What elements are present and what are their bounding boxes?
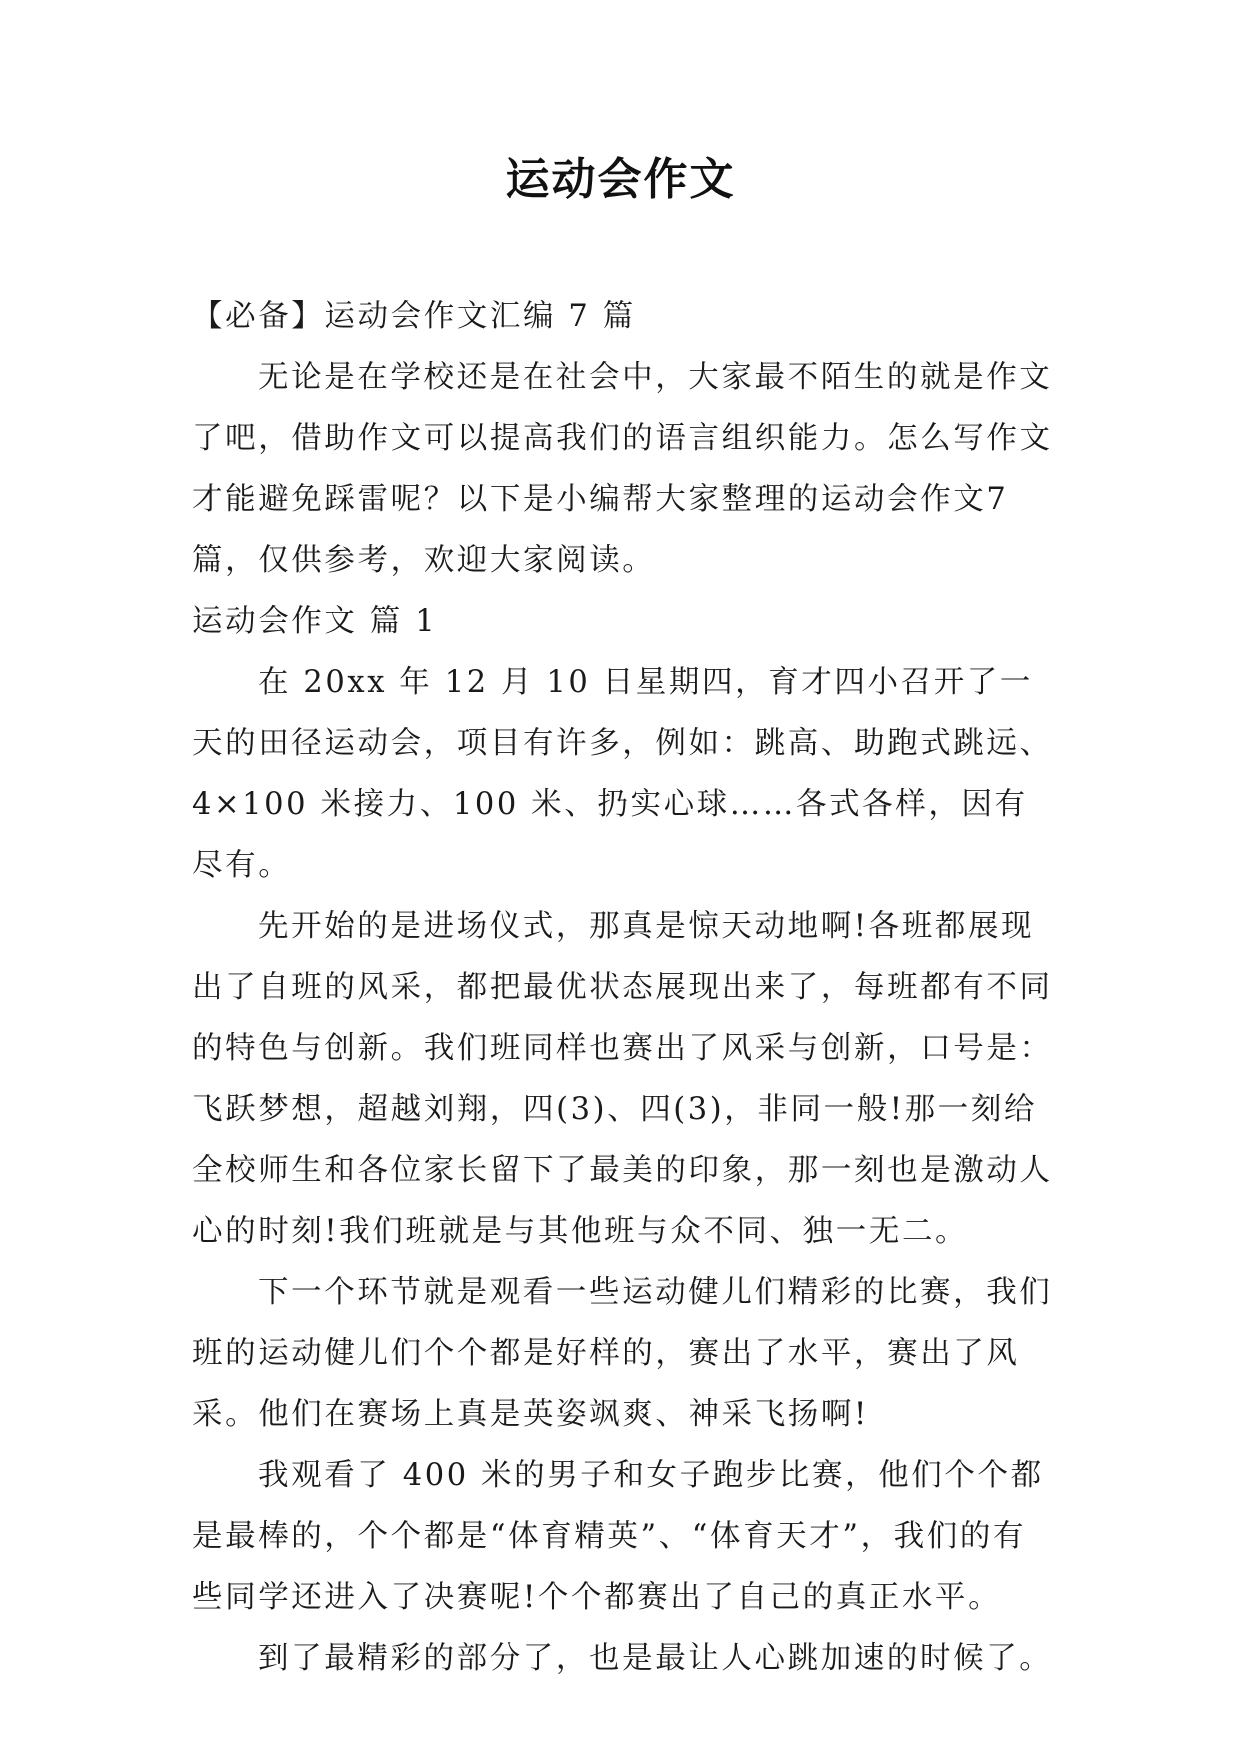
document-body	[192, 286, 1057, 1689]
section-heading: 运动会作文 篇 1	[192, 604, 438, 639]
body-paragraph: 我观看了 400 米的男子和女子跑步比赛，他们个个都是最棒的，个个都是“体育精英”、“体育天才”，我们的有些同学还进入了决赛呢!个个都赛出了自己的真正水平。	[192, 1458, 1044, 1615]
intro-paragraph: 无论是在学校还是在社会中，大家最不陌生的就是作文了吧，借助作文可以提高我们的语言组织能力。怎么写作文才能避免踩雷呢？以下是小编帮大家整理的运动会作文7篇，仅供参考，欢迎大家阅读。	[192, 360, 1053, 578]
body-paragraph: 到了最精彩的部分了，也是最让人心跳加速的时候了。	[258, 1641, 1053, 1676]
document-title: 运动会作文	[505, 154, 736, 205]
body-paragraph: 下一个环节就是观看一些运动健儿们精彩的比赛，我们班的运动健儿们个个都是好样的，赛出了水平，赛出了风采。他们在赛场上真是英姿飒爽、神采飞扬啊!	[192, 1275, 1053, 1432]
body-paragraph: 在 20xx 年 12 月 10 日星期四，育才四小召开了一天的田径运动会，项目有许多，例如：跳高、助跑式跳远、4×100 米接力、100 米、扔实心球……各式各样，因有尽有。	[192, 665, 1053, 883]
document-subtitle: 【必备】运动会作文汇编 7 篇	[192, 299, 636, 334]
body-paragraph: 先开始的是进场仪式，那真是惊天动地啊!各班都展现出了自班的风采，都把最优状态展现出来了，每班都有不同的特色与创新。我们班同样也赛出了风采与创新，口号是：飞跃梦想，超越刘翔，四(3)、四(3)，非同一般!那一刻给全校师生和各位家长留下了最美的印象，那一刻也是激动人心的时刻!我们班就是与其他班与众不同、独一无二。	[192, 909, 1053, 1249]
